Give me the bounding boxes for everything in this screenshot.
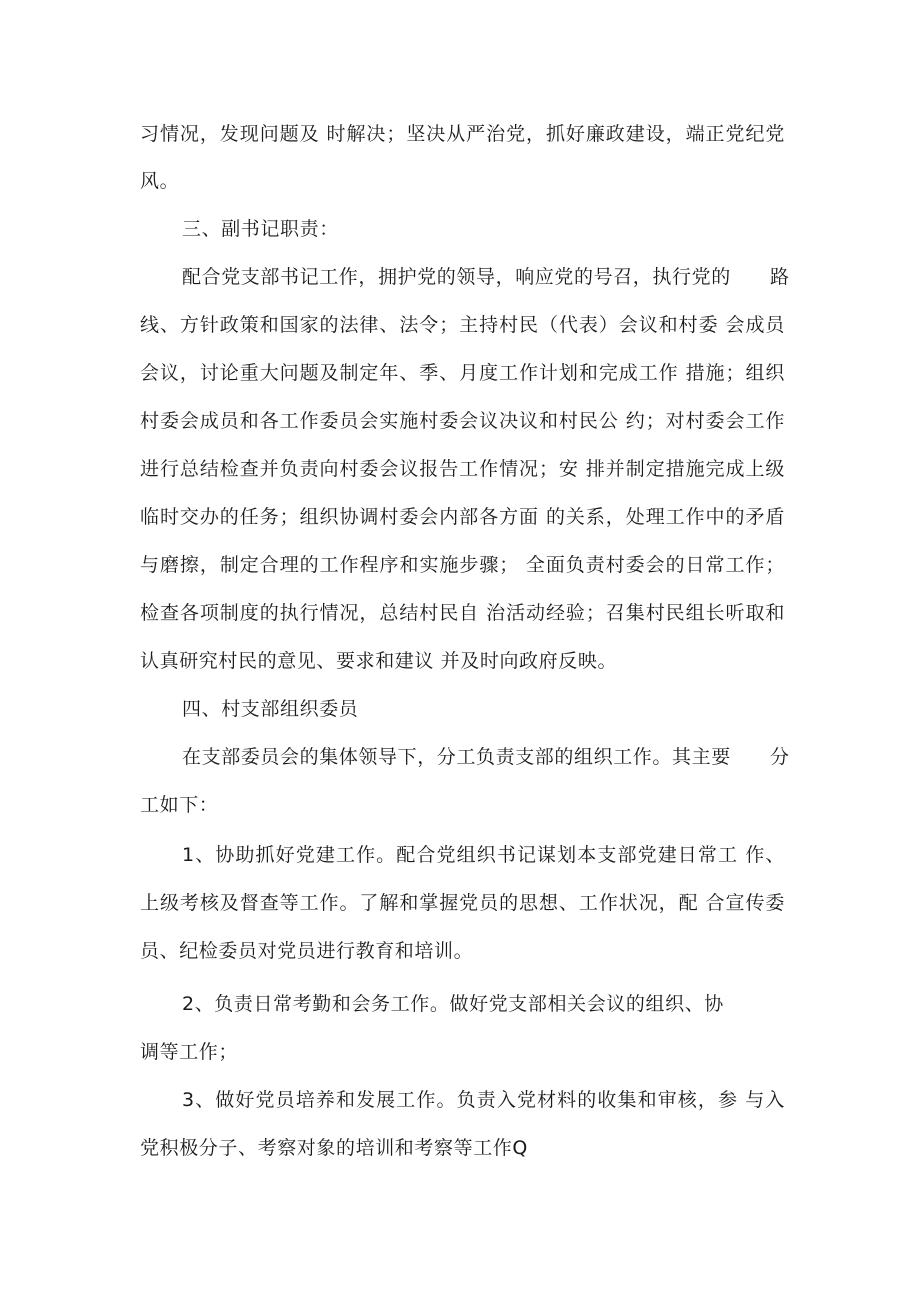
list-item-line: 2、负责日常考勤和会务工作。做好党支部相关会议的组织、协 [182, 993, 724, 1015]
paragraph-line: 线、方针政策和国家的法律、法令；主持村民（代表）会议和村委 会成员 [140, 314, 785, 336]
paragraph-line: 认真研究村民的意见、要求和建议 并及时向政府反映。 [140, 650, 618, 672]
list-item-line: 党积极分子、考察对象的培训和考察等工作Q [140, 1137, 528, 1159]
paragraph-line: 风。 [140, 170, 180, 192]
paragraph-line: 会议，讨论重大问题及制定年、季、月度工作计划和完成工作 措施；组织 [140, 362, 785, 384]
paragraph-line: 进行总结检查并负责向村委会议报告工作情况；安 排并制定措施完成上级 [140, 458, 785, 480]
list-item-line: 3、做好党员培养和发展工作。负责入党材料的收集和审核，参 与入 [182, 1089, 785, 1111]
paragraph-line: 在支部委员会的集体领导下，分工负责支部的组织工作。其主要 分 [182, 746, 790, 768]
paragraph-line: 配合党支部书记工作，拥护党的领导，响应党的号召，执行党的 路 [182, 266, 790, 288]
paragraph-line: 检查各项制度的执行情况，总结村民自 治活动经验；召集村民组长听取和 [140, 602, 785, 624]
list-item-line: 上级考核及督查等工作。了解和掌握党员的思想、工作状况，配 合宣传委 [140, 892, 785, 914]
paragraph-line: 村委会成员和各工作委员会实施村委会议决议和村民公 约；对村委会工作 [140, 410, 785, 432]
section-heading: 四、村支部组织委员 [182, 698, 359, 720]
paragraph-line: 与磨擦，制定合理的工作程序和实施步骤； 全面负责村委会的日常工作； [140, 554, 785, 576]
paragraph-line: 习情况，发现问题及 时解决；坚决从严治党，抓好廉政建设，端正党纪党 [140, 123, 785, 145]
list-item-line: 员、纪检委员对党员进行教育和培训。 [140, 940, 474, 962]
list-item-line: 1、协助抓好党建工作。配合党组织书记谋划本支部党建日常工 作、 [182, 844, 785, 866]
list-item-line: 调等工作； [140, 1041, 239, 1063]
paragraph-line: 临时交办的任务；组织协调村委会内部各方面 的关系，处理工作中的矛盾 [140, 506, 785, 528]
paragraph-line: 工如下： [140, 794, 219, 816]
section-heading: 三、副书记职责： [182, 218, 339, 240]
